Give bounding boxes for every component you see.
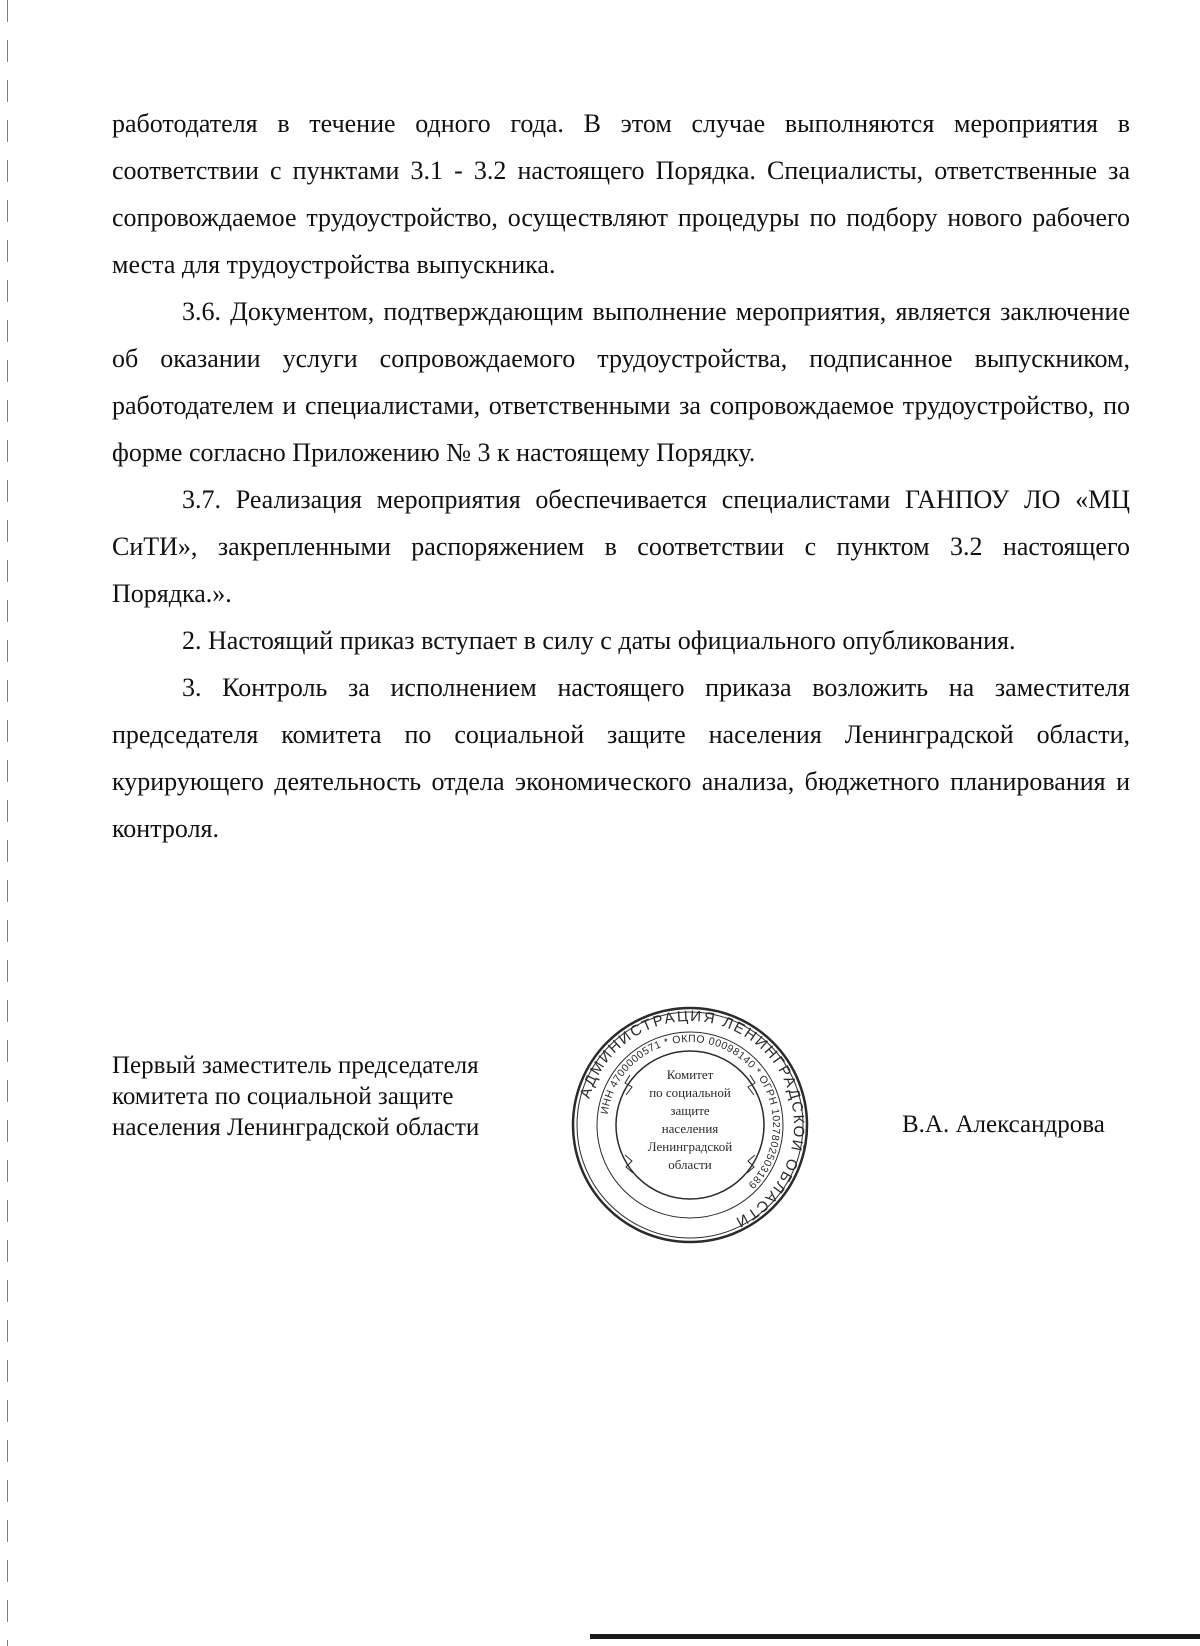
- document-body: [112, 100, 1130, 852]
- scan-bottom-edge: [590, 1634, 1200, 1639]
- seal-inner-text: ИНН 4700000571 * ОКПО 00098140 * ОГРН 1027802503189: [598, 1032, 783, 1192]
- signatory-position-line: комитета по социальной защите: [112, 1083, 454, 1110]
- paragraph-3-6: 3.6. Документом, подтверждающим выполнение мероприятия, является заключение об оказании услуги сопровождаемого трудоустройства, подписанное выпускником, работодателем и специалистами, ответственными за сопровождаемое трудоустройство, по форме согласно Приложению № 3 к настоящему Порядку.: [112, 297, 1130, 467]
- paragraph-3: 3. Контроль за исполнением настоящего приказа возложить на заместителя председателя комитета по социальной защите населения Ленинградской области, курирующего деятельность отдела экономического анализа, бюджетного планирования и контроля.: [112, 673, 1130, 843]
- scan-margin-line: [7, 0, 8, 1646]
- seal-center-line: Ленинградской: [647, 1139, 733, 1154]
- seal-center-line: Комитет: [666, 1067, 714, 1082]
- signatory-position: [112, 1050, 479, 1143]
- paragraph-2: 2. Настоящий приказ вступает в силу с даты официального опубликования.: [182, 626, 1016, 655]
- signatory-position-line: Первый заместитель председателя: [112, 1052, 479, 1079]
- paragraph-3-7: 3.7. Реализация мероприятия обеспечивается специалистами ГАНПОУ ЛО «МЦ СиТИ», закрепленными распоряжением в соответствии с пунктом 3.2 настоящего Порядка.».: [112, 485, 1130, 608]
- seal-center-line: защите: [670, 1103, 710, 1118]
- seal-outer-text: АДМИНИСТРАЦИЯ ЛЕНИНГРАДСКОЙ ОБЛАСТИ: [576, 1007, 808, 1232]
- seal-center-line: области: [668, 1157, 712, 1172]
- signatory-position-line: населения Ленинградской области: [112, 1114, 480, 1141]
- seal-center-line: по социальной: [649, 1085, 731, 1100]
- seal-center-line: населения: [661, 1121, 719, 1136]
- signatory-name: В.А. Александрова: [902, 1111, 1105, 1138]
- official-seal: [570, 1005, 810, 1245]
- paragraph-continuation: работодателя в течение одного года. В этом случае выполняются мероприятия в соответствии с пунктами 3.1 - 3.2 настоящего Порядка. Специалисты, ответственные за сопровождаемое трудоустройство, осуществляют процедуры по подбору нового рабочего места для трудоустройства выпускника.: [112, 109, 1130, 279]
